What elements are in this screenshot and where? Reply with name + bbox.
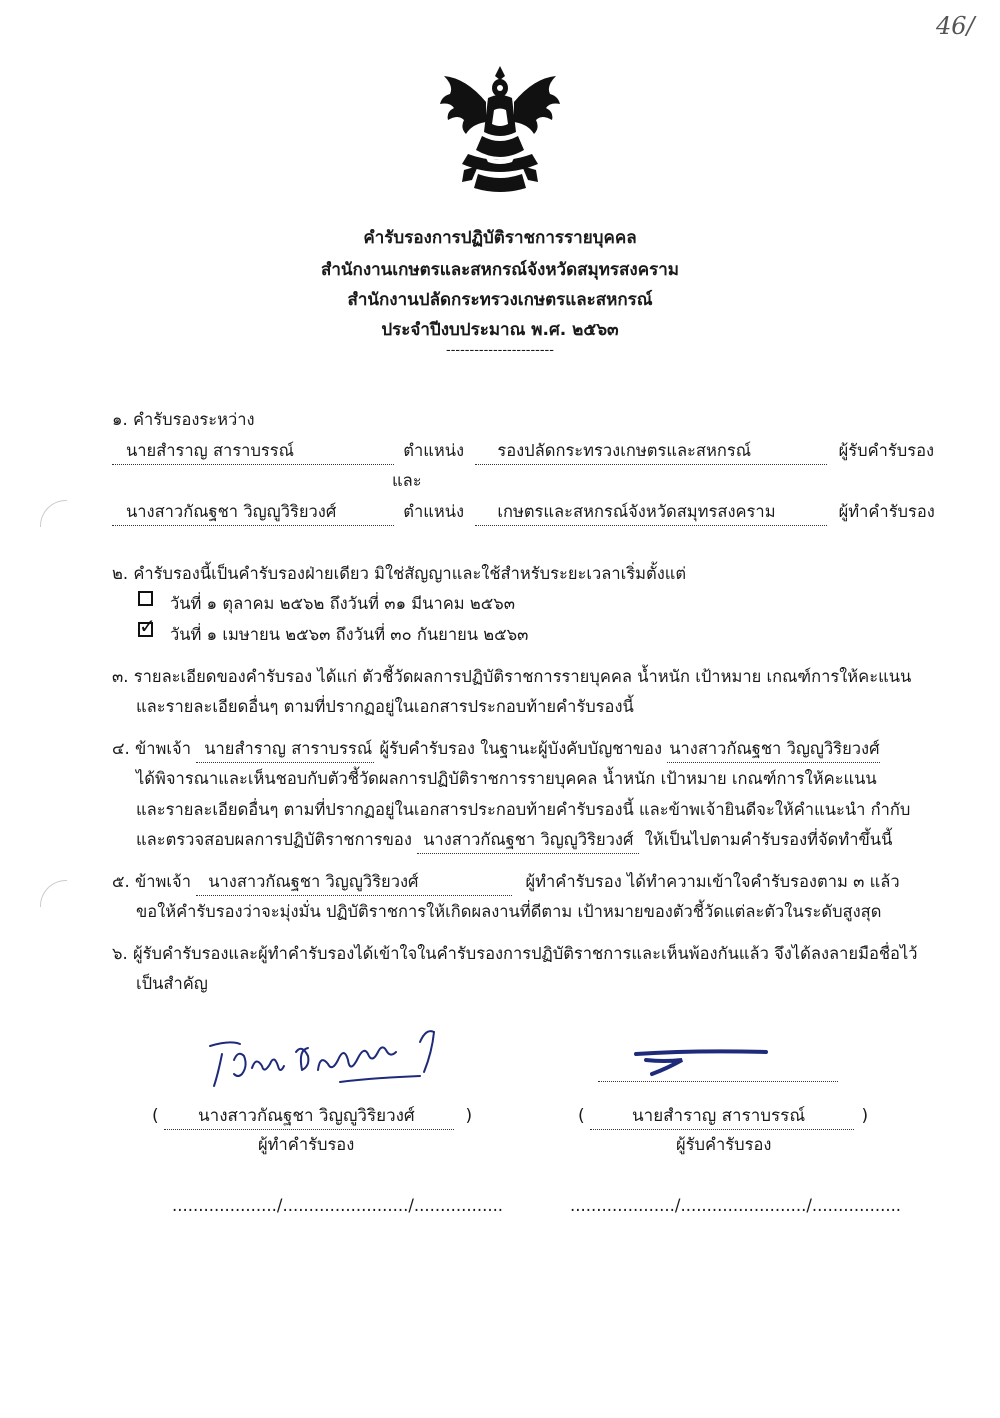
period2-text: วันที่ ๑ เมษายน ๒๕๖๓ ถึงวันที่ ๓๐ กันยายน ๒๕๖๓ (170, 625, 529, 644)
section4-line4-suffix: ให้เป็นไปตามคำรับรองที่จัดทำขึ้นนี้ (644, 830, 893, 849)
section3-line2: และรายละเอียดอื่นๆ ตามที่ปรากฏอยู่ในเอกสารประกอบท้ายคำรับรองนี้ (136, 697, 634, 716)
section5-name: นางสาวกัณฐชา วิญญูวิริยวงศ์ (196, 869, 512, 896)
signature-left (200, 1024, 450, 1094)
document-title: คำรับรองการปฏิบัติราชการรายบุคคล (363, 228, 637, 248)
section5-line1 (112, 869, 900, 896)
section4-middle: ผู้รับคำรับรอง ในฐานะผู้บังคับบัญชาของ (379, 739, 662, 758)
period2-checkbox[interactable] (138, 614, 156, 638)
fiscal-year: ประจำปีงบประมาณ พ.ศ. ๒๕๖๓ (381, 320, 619, 340)
section4-line1 (112, 736, 880, 763)
close-paren: ) (861, 1106, 869, 1126)
right-signer-role: ผู้รับคำรับรอง (676, 1135, 772, 1154)
left-date-line: ..................../......................../................. (172, 1196, 504, 1215)
left-signer-name: นางสาวกัณฐชา วิญญูวิริยวงศ์ (164, 1102, 454, 1130)
open-paren: ( (578, 1106, 585, 1126)
signature-right (632, 1040, 782, 1080)
page-number: 46/ (936, 12, 975, 40)
section4-line2: ได้พิจารณาและเห็นชอบกับตัวชี้วัดผลการปฏิบัติราชการรายบุคคล น้ำหนัก เป้าหมาย เกณฑ์การให้คะแนน (136, 769, 877, 788)
section1-label: ๑. คำรับรองระหว่าง (112, 410, 255, 429)
open-paren: ( (152, 1106, 159, 1126)
section5-suffix: ผู้ทำคำรับรอง ได้ทำความเข้าใจคำรับรองตาม ๓ แล้ว (525, 872, 900, 891)
party2-position: เกษตรและสหกรณ์จังหวัดสมุทรสงคราม (475, 499, 827, 526)
section2-text: ๒. คำรับรองนี้เป็นคำรับรองฝ่ายเดียว มิใช่สัญญาและใช้สำหรับระยะเวลาเริ่มตั้งแต่ (112, 564, 687, 583)
section5-prefix: ๕. ข้าพเจ้า (112, 872, 191, 891)
close-paren: ) (465, 1106, 473, 1126)
scan-mark (40, 500, 67, 527)
section6-line1: ๖. ผู้รับคำรับรองและผู้ทำคำรับรองได้เข้าใจในคำรับรองการปฏิบัติราชการและเห็นพ้องกันแล้ว จึงได้ลงลายมือชื่อไว้ (112, 944, 918, 963)
right-signer-name: นายสำราญ สาราบรรณ์ (590, 1102, 854, 1130)
left-signer-role: ผู้ทำคำรับรอง (258, 1135, 355, 1154)
header-rule: ----------------------- (446, 343, 554, 358)
position-label: ตำแหน่ง (403, 441, 465, 460)
party1-role: ผู้รับคำรับรอง (838, 441, 935, 460)
section4-prefix: ๔. ข้าพเจ้า (112, 739, 191, 758)
party1-row (112, 438, 934, 465)
section4-line3: และรายละเอียดอื่นๆ ตามที่ปรากฏอยู่ในเอกสารประกอบท้ายคำรับรองนี้ และข้าพเจ้ายินดีจะให้คำแนะนำ กำกับ (136, 800, 911, 819)
office-name: สำนักงานเกษตรและสหกรณ์จังหวัดสมุทรสงคราม (321, 260, 679, 280)
left-signature-name-row (152, 1102, 472, 1130)
section5-line2: ขอให้คำรับรองว่าจะมุ่งมั่น ปฏิบัติราชการให้เกิดผลงานที่ดีตาม เป้าหมายของตัวชี้วัดแต่ละตัวในระดับสูงสุด (136, 902, 882, 921)
party2-role: ผู้ทำคำรับรอง (838, 502, 935, 521)
right-signature-name-row (578, 1102, 868, 1130)
party2-row (112, 499, 935, 526)
right-date-line: ..................../......................../................. (570, 1196, 902, 1215)
section4-line4-prefix: และตรวจสอบผลการปฏิบัติราชการของ (136, 830, 412, 849)
and-text: และ (392, 471, 422, 490)
section3-line1: ๓. รายละเอียดของคำรับรอง ได้แก่ ตัวชี้วัดผลการปฏิบัติราชการรายบุคคล น้ำหนัก เป้าหมาย เกณฑ์การให้คะแนน (112, 667, 912, 686)
section4-name2: นางสาวกัณฐชา วิญญูวิริยวงศ์ (667, 736, 879, 763)
party2-name: นางสาวกัณฐชา วิญญูวิริยวงศ์ (112, 499, 394, 526)
garuda-emblem-icon (438, 62, 562, 194)
period1-text: วันที่ ๑ ตุลาคม ๒๕๖๒ ถึงวันที่ ๓๑ มีนาคม ๒๕๖๓ (170, 594, 516, 613)
section6-line2: เป็นสำคัญ (136, 974, 208, 993)
section4-line4 (136, 827, 892, 854)
section4-name3: นางสาวกัณฐชา วิญญูวิริยวงศ์ (417, 827, 639, 854)
ministry-office-name: สำนักงานปลัดกระทรวงเกษตรและสหกรณ์ (347, 290, 653, 310)
period1-checkbox[interactable] (138, 591, 153, 606)
position-label: ตำแหน่ง (403, 502, 465, 521)
right-signature-line (598, 1081, 838, 1082)
party1-name: นายสำราญ สาราบรรณ์ (112, 438, 394, 465)
party1-position: รองปลัดกระทรวงเกษตรและสหกรณ์ (475, 438, 827, 465)
scan-mark (40, 880, 67, 907)
check-mark-icon: ✓ (139, 614, 156, 638)
section4-name1: นายสำราญ สาราบรรณ์ (196, 736, 374, 763)
